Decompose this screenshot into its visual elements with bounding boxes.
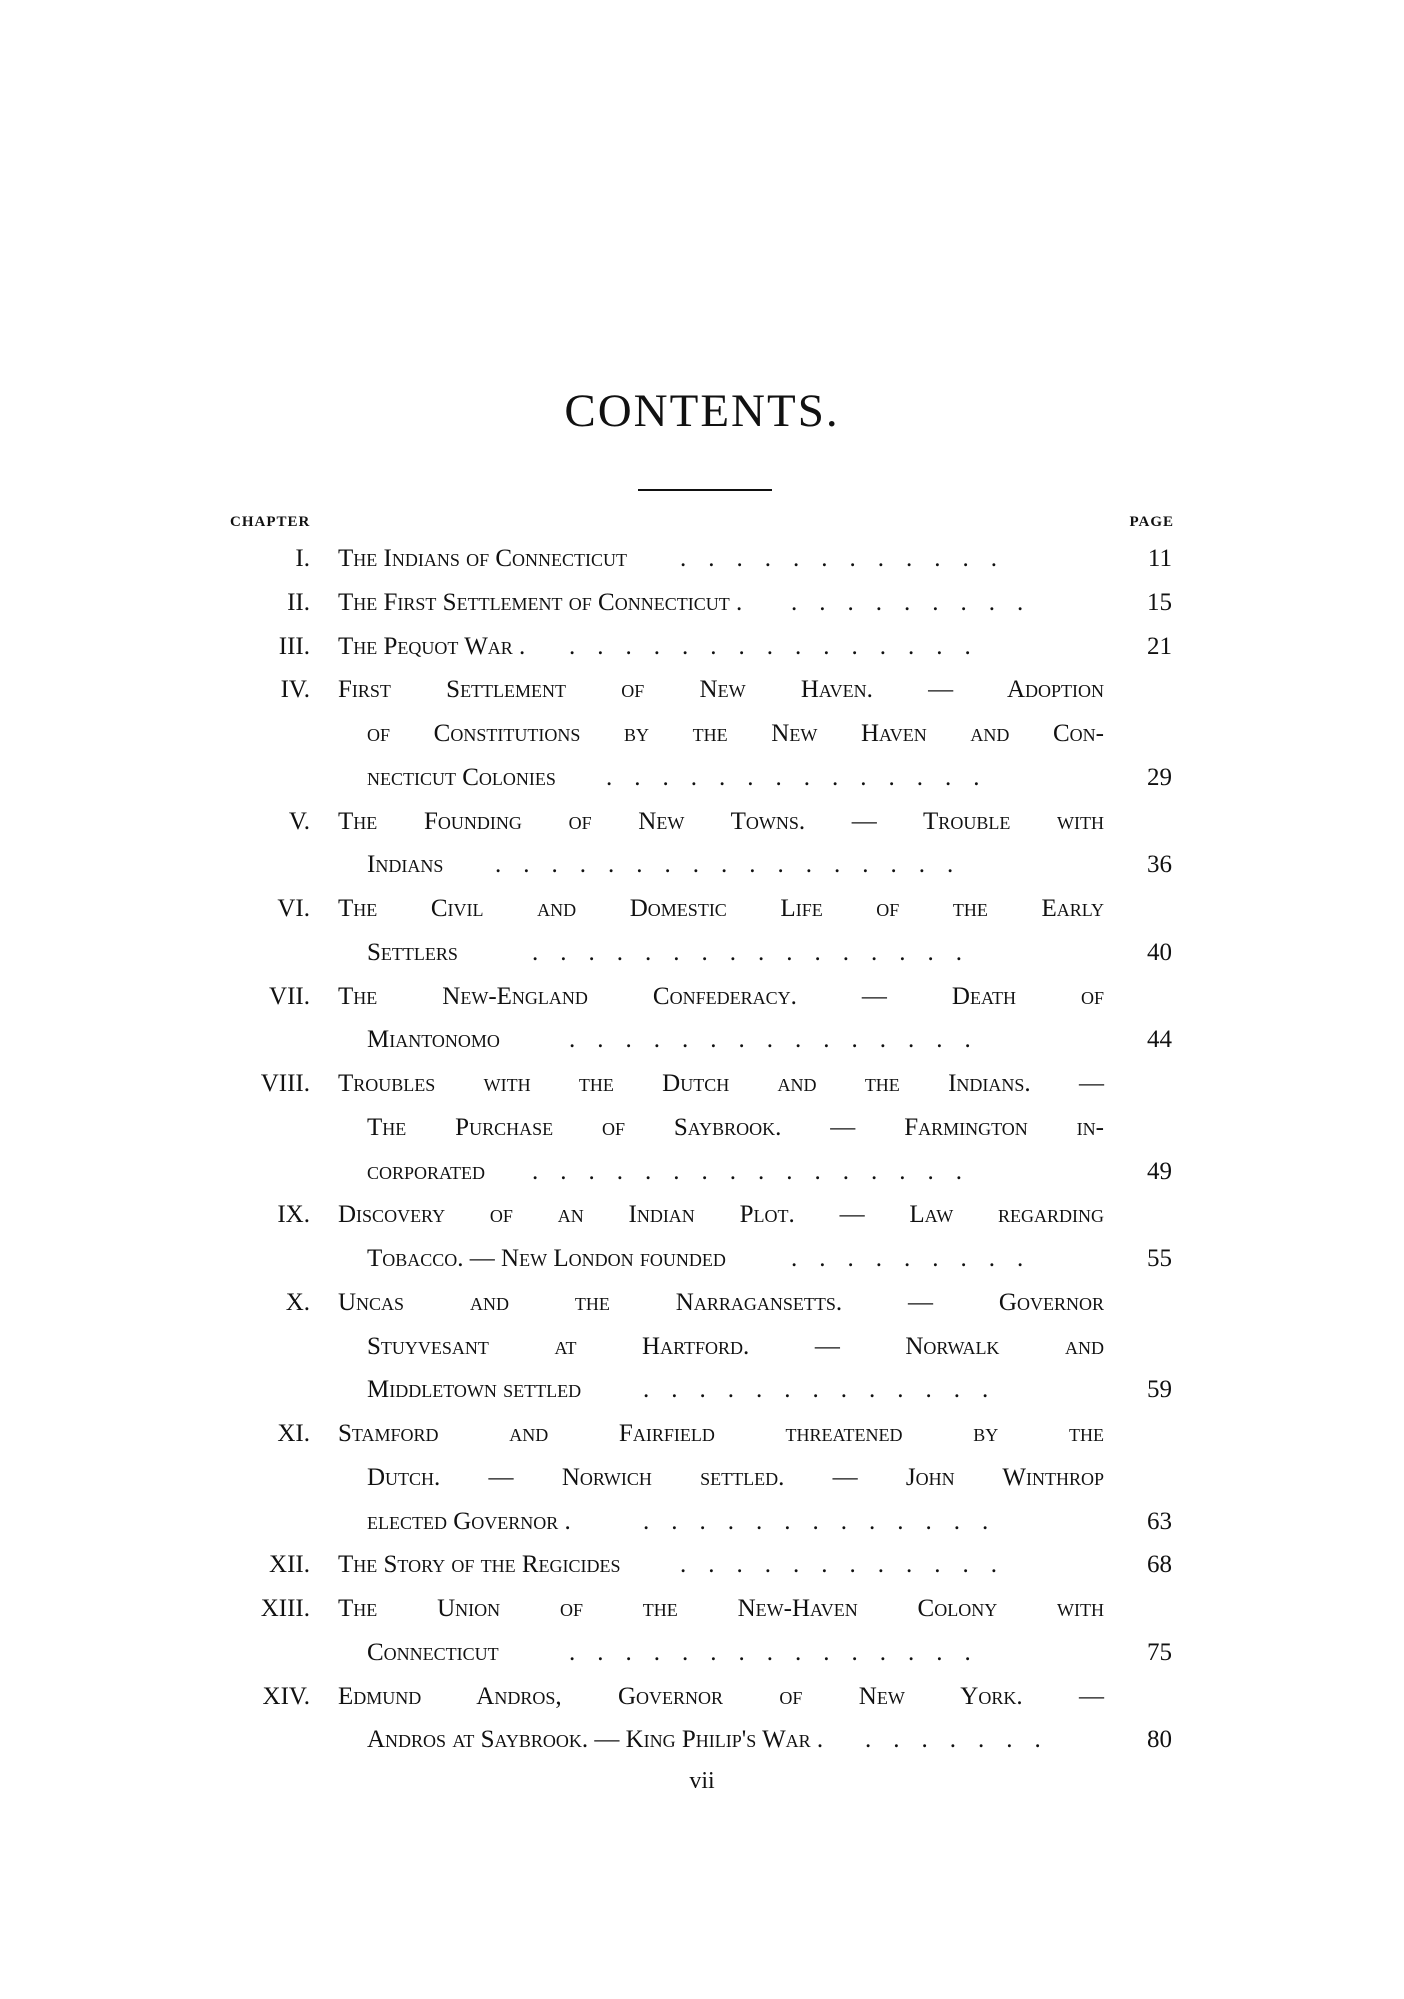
page-number: 63 — [1147, 1507, 1172, 1535]
chapter-title-line: Dutch. — Norwich settled. — John Winthrop — [367, 1463, 1104, 1491]
chapter-column-header: CHAPTER — [230, 514, 311, 530]
chapter-title-line: The Story of the Regicides — [338, 1551, 621, 1579]
chapter-title-line: The Indians of Connecticut — [338, 545, 628, 572]
chapter-title-line: The First Settlement of Connecticut . — [338, 588, 743, 616]
toc-line — [0, 931, 1404, 975]
toc-line — [0, 975, 1404, 1019]
page-number: 44 — [1147, 1026, 1172, 1054]
toc-line — [0, 581, 1404, 625]
page-title: CONTENTS. — [564, 385, 840, 437]
chapter-number: X. — [285, 1288, 310, 1316]
page-number: 15 — [1147, 588, 1172, 616]
toc-line — [0, 1412, 1404, 1456]
toc-line — [0, 1500, 1404, 1544]
page-number: 21 — [1147, 632, 1172, 660]
chapter-number: VI. — [277, 895, 310, 922]
toc-line — [0, 1718, 1404, 1762]
toc-line — [0, 1587, 1404, 1631]
page-column-header: PAGE — [1129, 514, 1174, 530]
toc-line — [0, 1456, 1404, 1500]
page-number: 75 — [1147, 1638, 1172, 1666]
chapter-title-line: Uncas and the Narragansetts. — Governor — [338, 1288, 1104, 1316]
chapter-title-line: of Constitutions by the New Haven and Con- — [367, 720, 1104, 747]
toc-line — [0, 1368, 1404, 1412]
page-folio: vii — [689, 1768, 715, 1794]
page-number: 40 — [1147, 938, 1172, 966]
toc-line — [0, 1062, 1404, 1106]
dot-leader: ................. — [495, 851, 976, 879]
chapter-title-line: necticut Colonies — [367, 763, 556, 791]
toc-line — [0, 1018, 1404, 1062]
chapter-title-line: The Founding of New Towns. — Trouble with — [338, 807, 1104, 835]
chapter-title-line: Indians — [367, 851, 444, 879]
chapter-number: VII. — [269, 982, 310, 1010]
toc-line — [0, 1631, 1404, 1675]
page-number: 80 — [1147, 1726, 1172, 1754]
chapter-title-line: The Purchase of Saybrook. — Farmington in- — [367, 1113, 1104, 1141]
chapter-title-line: Middletown settled — [367, 1376, 582, 1404]
toc-line — [0, 756, 1404, 800]
title-rule — [638, 489, 772, 491]
dot-leader: ............ — [680, 545, 1019, 572]
chapter-title-line: Troubles with the Dutch and the Indians. — — [338, 1070, 1104, 1097]
toc-line — [0, 1281, 1404, 1325]
chapter-number: IV. — [280, 676, 310, 704]
dot-leader: ............... — [569, 632, 993, 660]
chapter-title-line: Miantonomo — [367, 1026, 500, 1054]
toc-line — [0, 1237, 1404, 1281]
chapter-number: IX. — [277, 1201, 310, 1229]
page-number: 68 — [1147, 1551, 1172, 1579]
page-number: 11 — [1147, 545, 1172, 572]
chapter-title-line: Edmund Andros, Governor of New York. — — [338, 1682, 1104, 1710]
chapter-title-line: Stuyvesant at Hartford. — Norwalk and — [367, 1332, 1104, 1360]
page-number: 36 — [1147, 851, 1172, 879]
toc-line — [0, 800, 1404, 844]
toc-line — [0, 1325, 1404, 1369]
toc-line — [0, 625, 1404, 669]
dot-leader: ................ — [532, 1157, 984, 1185]
chapter-title-line: Settlers — [367, 938, 458, 966]
chapter-number: VIII. — [260, 1070, 310, 1097]
chapter-number: XII. — [269, 1551, 310, 1579]
dot-leader: .............. — [606, 763, 1002, 791]
chapter-title-line: elected Governor . — [367, 1507, 571, 1535]
page-number: 59 — [1147, 1376, 1172, 1404]
toc-line — [0, 1543, 1404, 1587]
page-number: 29 — [1147, 763, 1172, 791]
toc-line — [0, 712, 1404, 756]
chapter-title-line: Discovery of an Indian Plot. — Law regarding — [338, 1201, 1104, 1229]
chapter-number: XIV. — [262, 1682, 310, 1710]
toc-line — [0, 1675, 1404, 1719]
chapter-number: V. — [288, 807, 310, 835]
chapter-number: XIII. — [260, 1595, 310, 1622]
toc-line — [0, 1193, 1404, 1237]
dot-leader: ....... — [865, 1726, 1063, 1754]
chapter-number: XI. — [277, 1420, 310, 1447]
toc-line — [0, 1106, 1404, 1150]
chapter-title-line: Andros at Saybrook. — King Philip's War . — [367, 1726, 824, 1754]
dot-leader: ............ — [680, 1551, 1019, 1579]
page-number: 55 — [1147, 1245, 1172, 1272]
chapter-title-line: The New-England Confederacy. — Death of — [338, 982, 1104, 1010]
chapter-title-line: Tobacco. — New London founded — [367, 1245, 726, 1272]
chapter-number: I. — [295, 545, 310, 572]
toc-line — [0, 537, 1404, 581]
chapter-title-line: The Union of the New-Haven Colony with — [338, 1595, 1104, 1622]
dot-leader: ................ — [532, 938, 984, 966]
chapter-number: II. — [287, 588, 310, 616]
chapter-title-line: First Settlement of New Haven. — Adoption — [338, 676, 1104, 704]
dot-leader: ......... — [791, 1245, 1046, 1272]
dot-leader: ......... — [791, 588, 1046, 616]
chapter-title-line: corporated — [367, 1157, 486, 1185]
dot-leader: ............. — [643, 1376, 1011, 1404]
toc-line — [0, 1150, 1404, 1194]
page-number: 49 — [1147, 1157, 1172, 1185]
toc-line — [0, 843, 1404, 887]
dot-leader: ............. — [643, 1507, 1011, 1535]
chapter-title-line: Stamford and Fairfield threatened by the — [338, 1420, 1104, 1447]
dot-leader: ............... — [569, 1638, 993, 1666]
toc-line — [0, 887, 1404, 931]
chapter-title-line: Connecticut — [367, 1638, 499, 1666]
chapter-number: III. — [278, 632, 310, 660]
toc-line — [0, 668, 1404, 712]
dot-leader: ............... — [569, 1026, 993, 1054]
chapter-title-line: The Civil and Domestic Life of the Early — [338, 895, 1104, 922]
chapter-title-line: The Pequot War . — [338, 632, 526, 660]
